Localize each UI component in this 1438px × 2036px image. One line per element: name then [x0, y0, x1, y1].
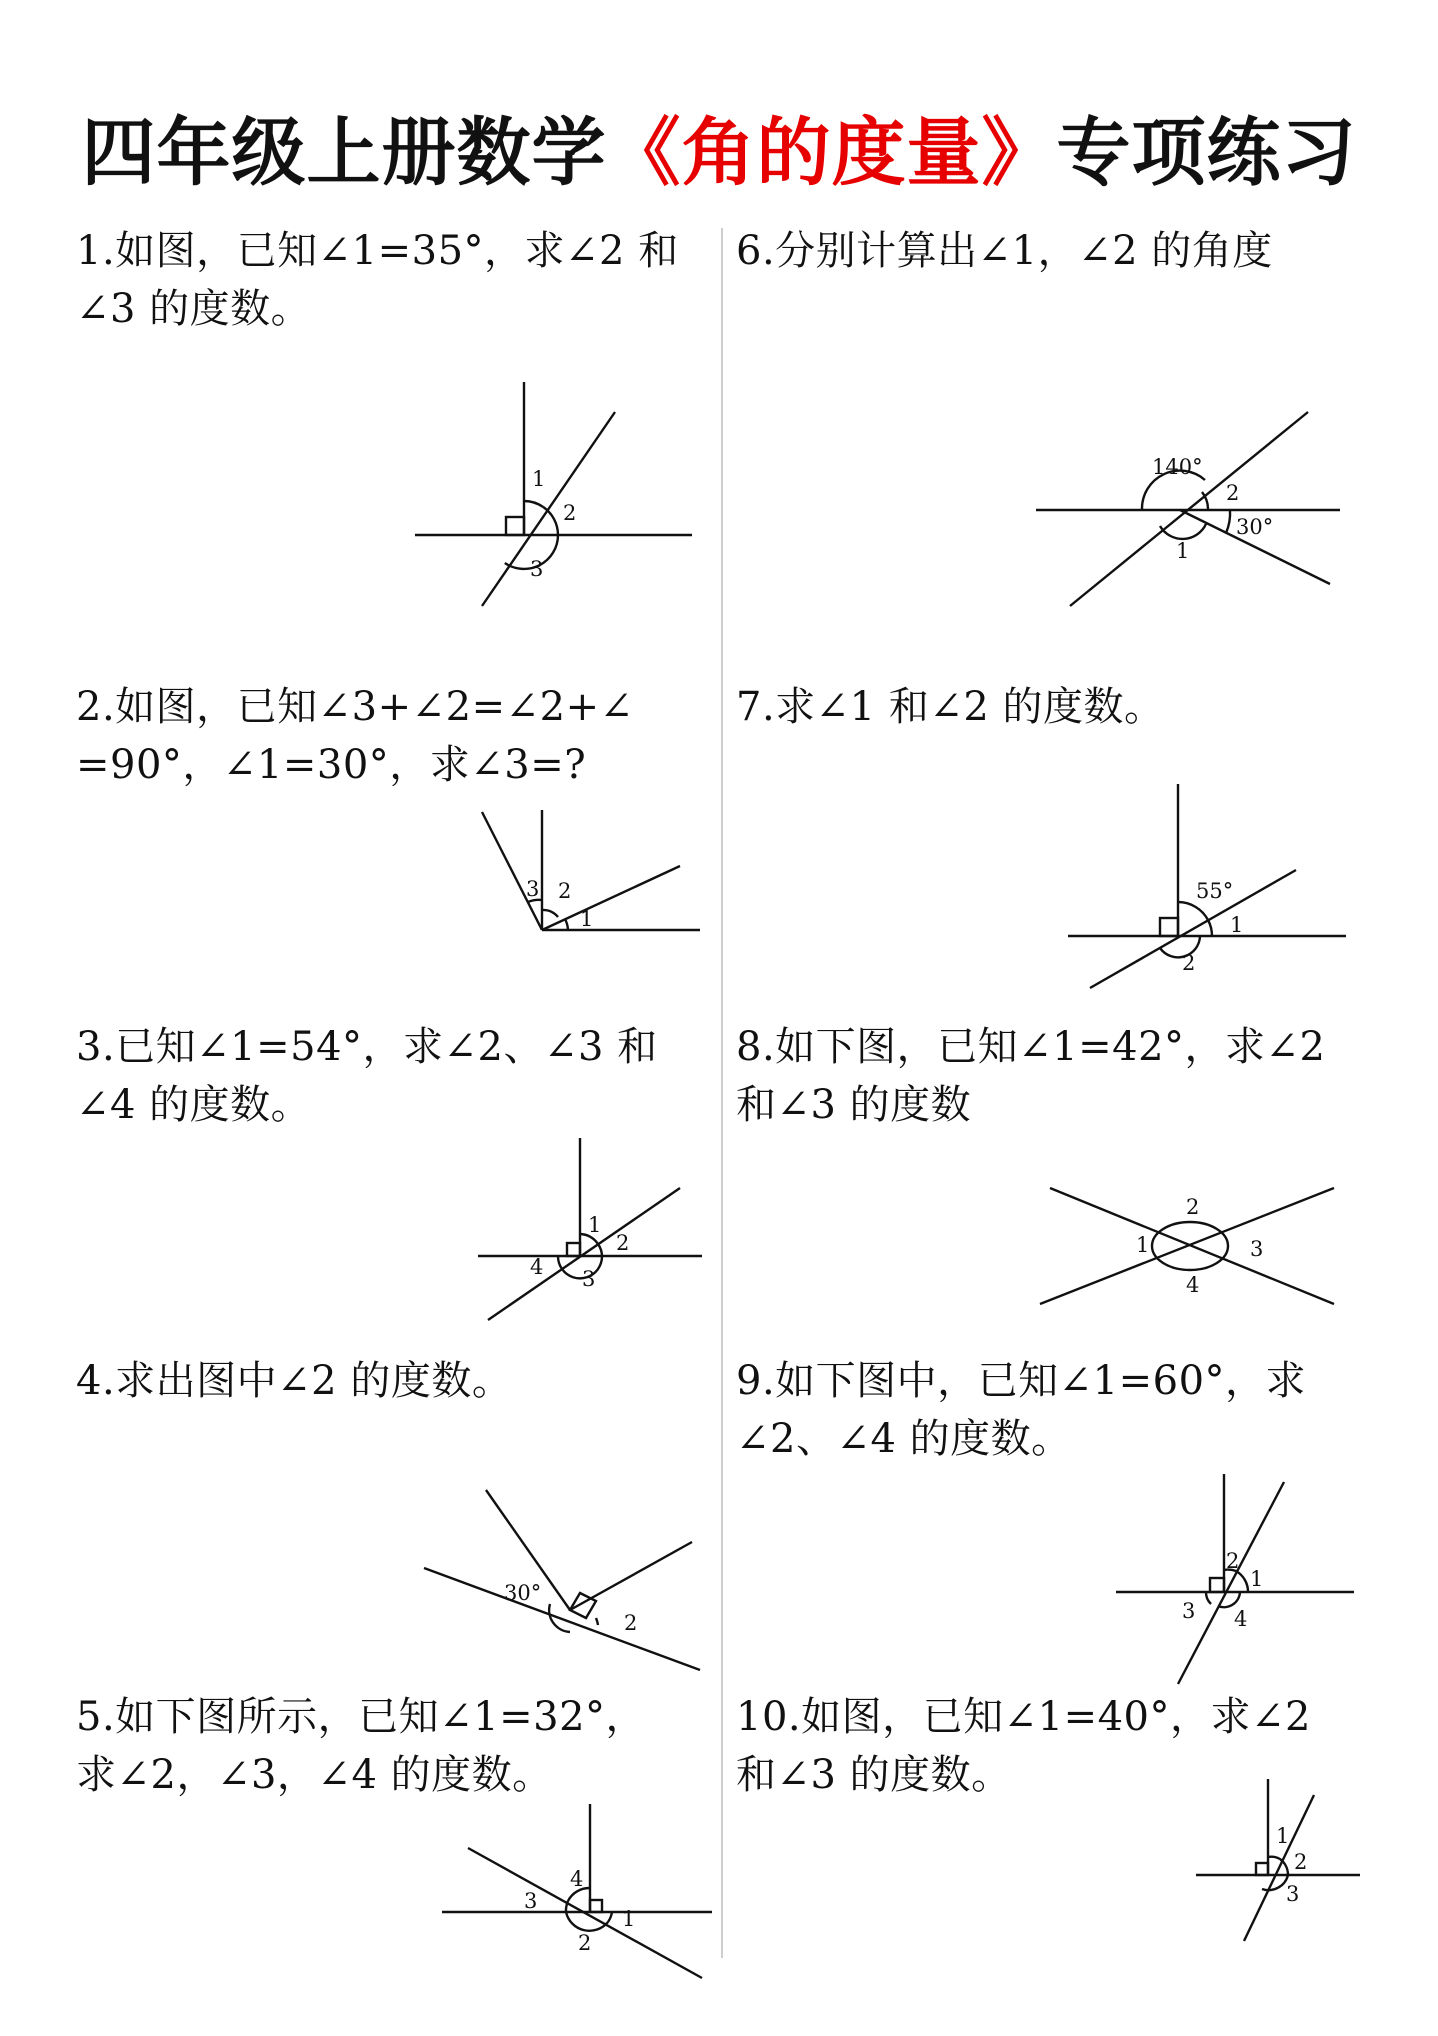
- angle-label-2: 2: [558, 879, 572, 903]
- angle-label-4: 4: [1186, 1273, 1200, 1297]
- angle-label-140: 140°: [1152, 455, 1203, 479]
- title-accent: 《角的度量》: [606, 110, 1057, 196]
- angle-label-30: 30°: [504, 1581, 542, 1605]
- question-6-line-1: 6.分别计算出∠1，∠2 的角度: [736, 228, 1273, 274]
- question-7-line-1: 7.求∠1 和∠2 的度数。: [736, 684, 1165, 730]
- question-2-line-2: =90°，∠1=30°，求∠3=?: [76, 742, 587, 788]
- angle-label-1: 1: [1276, 1824, 1290, 1848]
- question-4-figure: [420, 1480, 710, 1680]
- angle-label-1: 1: [1230, 913, 1244, 937]
- question-4: [76, 1352, 512, 1410]
- angle-label-2: 2: [1294, 1850, 1308, 1874]
- angle-label-30: 30°: [1236, 515, 1274, 539]
- question-4-line-1: 4.求出图中∠2 的度数。: [76, 1358, 513, 1404]
- question-8-line-2: 和∠3 的度数: [736, 1082, 972, 1128]
- angle-label-4: 4: [1234, 1607, 1248, 1631]
- oblique-line: [482, 412, 615, 606]
- question-7-figure: [1060, 780, 1350, 1000]
- angle-55-arc: [1178, 902, 1208, 920]
- angle-2-arc: [596, 1618, 598, 1625]
- base-line: [424, 1568, 700, 1670]
- angle-3-arc: [1206, 1592, 1211, 1604]
- angle-label-1: 1: [622, 1907, 636, 1931]
- title-main: 四年级上册数学: [81, 110, 607, 196]
- page-title: [0, 108, 1438, 198]
- angle-label-2: 2: [1182, 951, 1196, 975]
- angle-3-arc: [566, 1901, 568, 1912]
- angle-2-arc: [542, 910, 558, 917]
- angle-label-2: 2: [1226, 1549, 1240, 1573]
- question-8-line-1: 8.如下图，已知∠1=42°，求∠2: [736, 1024, 1326, 1070]
- question-1-figure: [400, 370, 710, 610]
- right-angle-mark: [1256, 1863, 1268, 1875]
- angle-1-arc: [1268, 1857, 1280, 1859]
- angle-label-3: 3: [1182, 1599, 1196, 1623]
- angle-2-arc: [543, 507, 558, 535]
- right-angle-mark: [1210, 1578, 1224, 1592]
- question-6-figure: [1030, 400, 1350, 620]
- question-10-line-1: 10.如图，已知∠1=40°，求∠2: [736, 1694, 1311, 1740]
- angle-1-arc: [565, 919, 568, 930]
- angle-label-2: 2: [1186, 1195, 1200, 1219]
- angle-30-arc: [1226, 510, 1230, 533]
- question-9: [736, 1352, 1306, 1468]
- angle-2-arc: [1280, 1859, 1288, 1875]
- left-ray: [482, 812, 542, 930]
- question-3-figure: [470, 1130, 710, 1330]
- question-8-figure: [1040, 1180, 1340, 1320]
- question-7: [736, 678, 1165, 736]
- angle-label-1: 1: [588, 1213, 602, 1237]
- angle-label-3: 3: [582, 1267, 596, 1291]
- angle-label-55: 55°: [1196, 879, 1234, 903]
- right-angle-mark: [1160, 918, 1178, 936]
- question-9-figure: [1110, 1470, 1360, 1690]
- question-9-line-1: 9.如下图中，已知∠1=60°，求: [736, 1358, 1307, 1404]
- question-9-line-2: ∠2、∠4 的度数。: [736, 1416, 1072, 1462]
- angle-label-2: 2: [563, 501, 577, 525]
- angle-label-1: 1: [1250, 1567, 1264, 1591]
- angle-2-arc: [598, 1244, 602, 1256]
- angle-label-3: 3: [1250, 1237, 1264, 1261]
- angle-label-3: 3: [526, 877, 540, 901]
- right-angle-mark: [506, 517, 524, 535]
- question-2-figure: [470, 800, 710, 950]
- question-2-line-1: 2.如图，已知∠3+∠2=∠2+∠: [76, 684, 634, 730]
- angle-label-1: 1: [1176, 539, 1190, 563]
- question-1-line-2: ∠3 的度数。: [76, 286, 312, 332]
- angle-label-2: 2: [624, 1611, 638, 1635]
- angle-label-1: 1: [532, 467, 546, 491]
- question-3-line-2: ∠4 的度数。: [76, 1082, 312, 1128]
- angle-label-2: 2: [1226, 481, 1240, 505]
- angle-label-3: 3: [530, 557, 544, 581]
- title-suffix: 专项练习: [1056, 110, 1357, 196]
- question-5: [76, 1688, 646, 1804]
- question-5-figure: [440, 1800, 720, 1990]
- angle-1-arc: [1208, 920, 1212, 936]
- oblique-line: [1178, 1482, 1284, 1684]
- right-angle-mark: [567, 1243, 580, 1256]
- angle-1-arc: [524, 501, 543, 507]
- angle-label-2: 2: [578, 1931, 592, 1955]
- right-ray: [570, 1542, 692, 1610]
- question-5-line-2: 求∠2，∠3，∠4 的度数。: [76, 1752, 553, 1798]
- angle-1-arc: [608, 1912, 612, 1922]
- angle-label-1: 1: [580, 907, 594, 931]
- question-10-line-2: 和∠3 的度数。: [736, 1752, 1012, 1798]
- question-5-line-1: 5.如下图所示，已知∠1=32°，: [76, 1694, 647, 1740]
- column-divider: [721, 228, 723, 1958]
- angle-4-arc: [558, 1256, 562, 1269]
- angle-label-4: 4: [530, 1255, 544, 1279]
- angle-label-4: 4: [570, 1867, 584, 1891]
- right-angle-mark: [590, 1900, 602, 1912]
- angle-label-2: 2: [616, 1231, 630, 1255]
- angle-label-1: 1: [1136, 1233, 1150, 1257]
- question-8: [736, 1018, 1326, 1134]
- question-6: [736, 222, 1273, 280]
- question-3-line-1: 3.已知∠1=54°，求∠2、∠3 和: [76, 1024, 658, 1070]
- question-10-figure: [1190, 1775, 1370, 1955]
- angle-label-3: 3: [524, 1889, 538, 1913]
- angle-1-arc: [1236, 1571, 1248, 1592]
- angle-label-3: 3: [1286, 1882, 1300, 1906]
- question-2: [76, 678, 634, 794]
- question-1-line-1: 1.如图，已知∠1=35°，求∠2 和: [76, 228, 679, 274]
- question-3: [76, 1018, 658, 1134]
- oblique-line: [488, 1188, 680, 1320]
- question-1: [76, 222, 679, 338]
